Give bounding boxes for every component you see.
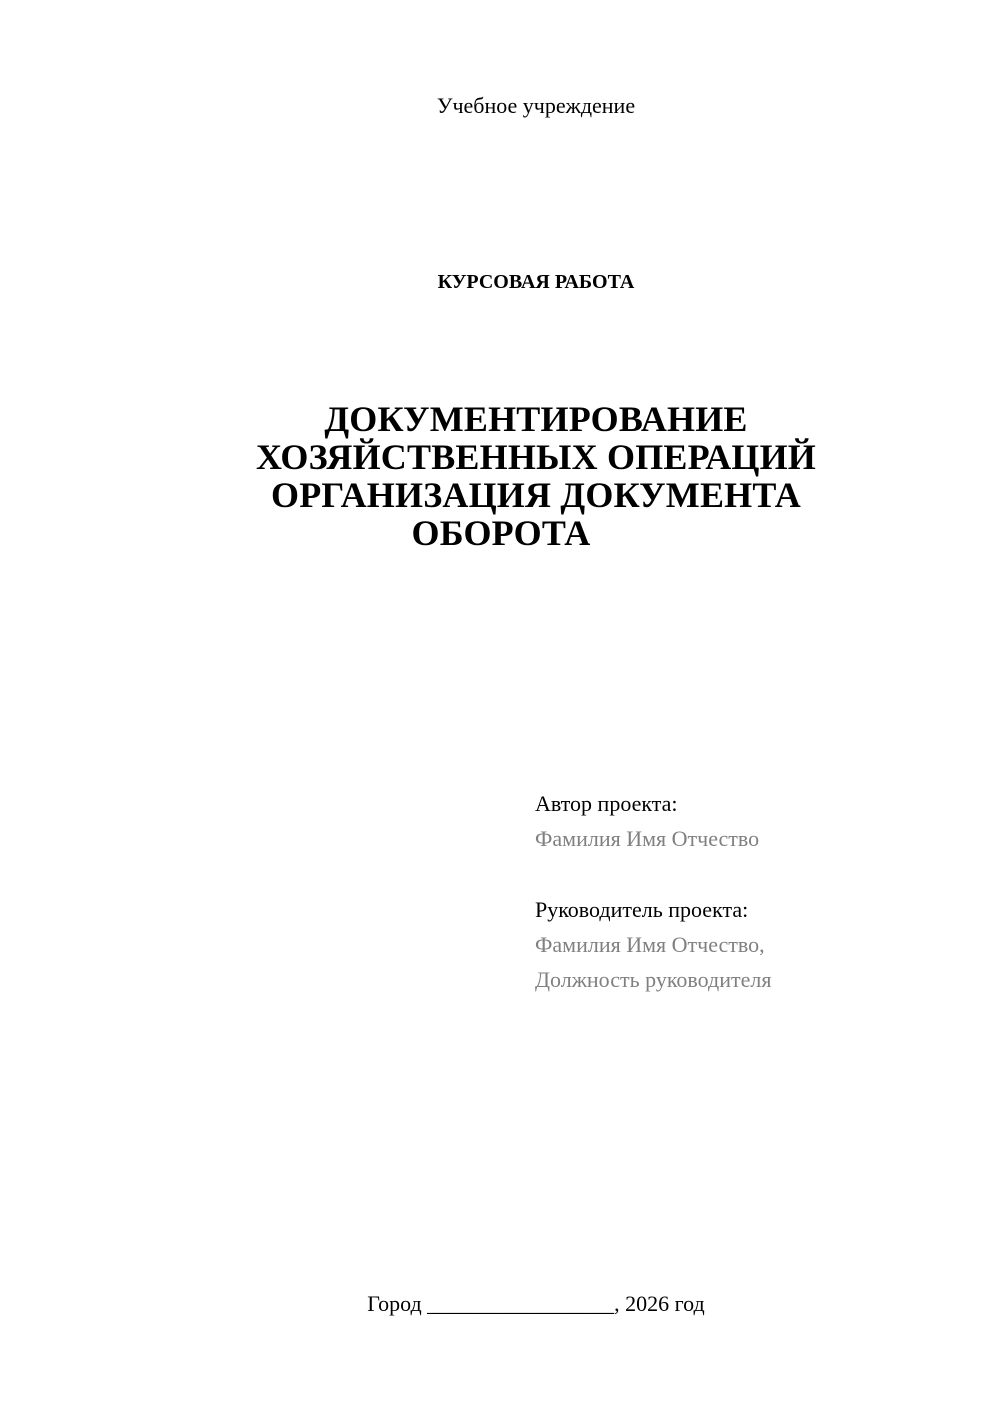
supervisor-name-placeholder: Фамилия Имя Отчество, xyxy=(535,932,765,957)
work-title-line: ОБОРОТА xyxy=(411,513,591,553)
author-label: Автор проекта: xyxy=(535,791,678,816)
city-year-line: Город _________________, 2026 год xyxy=(367,1291,705,1316)
work-title-line: ОРГАНИЗАЦИЯ ДОКУМЕНТА xyxy=(271,475,801,515)
work-title-line: ДОКУМЕНТИРОВАНИЕ xyxy=(324,399,748,439)
work-type-heading: КУРСОВАЯ РАБОТА xyxy=(437,271,635,293)
work-title xyxy=(0,400,1000,552)
author-block xyxy=(535,786,759,856)
institution-name: Учебное учреждение xyxy=(436,93,636,118)
supervisor-position-placeholder: Должность руководителя xyxy=(535,967,772,992)
supervisor-label: Руководитель проекта: xyxy=(535,897,749,922)
supervisor-block xyxy=(535,892,771,997)
author-name-placeholder: Фамилия Имя Отчество xyxy=(535,826,760,851)
work-title-line: ХОЗЯЙСТВЕННЫХ ОПЕРАЦИЙ xyxy=(256,437,816,477)
